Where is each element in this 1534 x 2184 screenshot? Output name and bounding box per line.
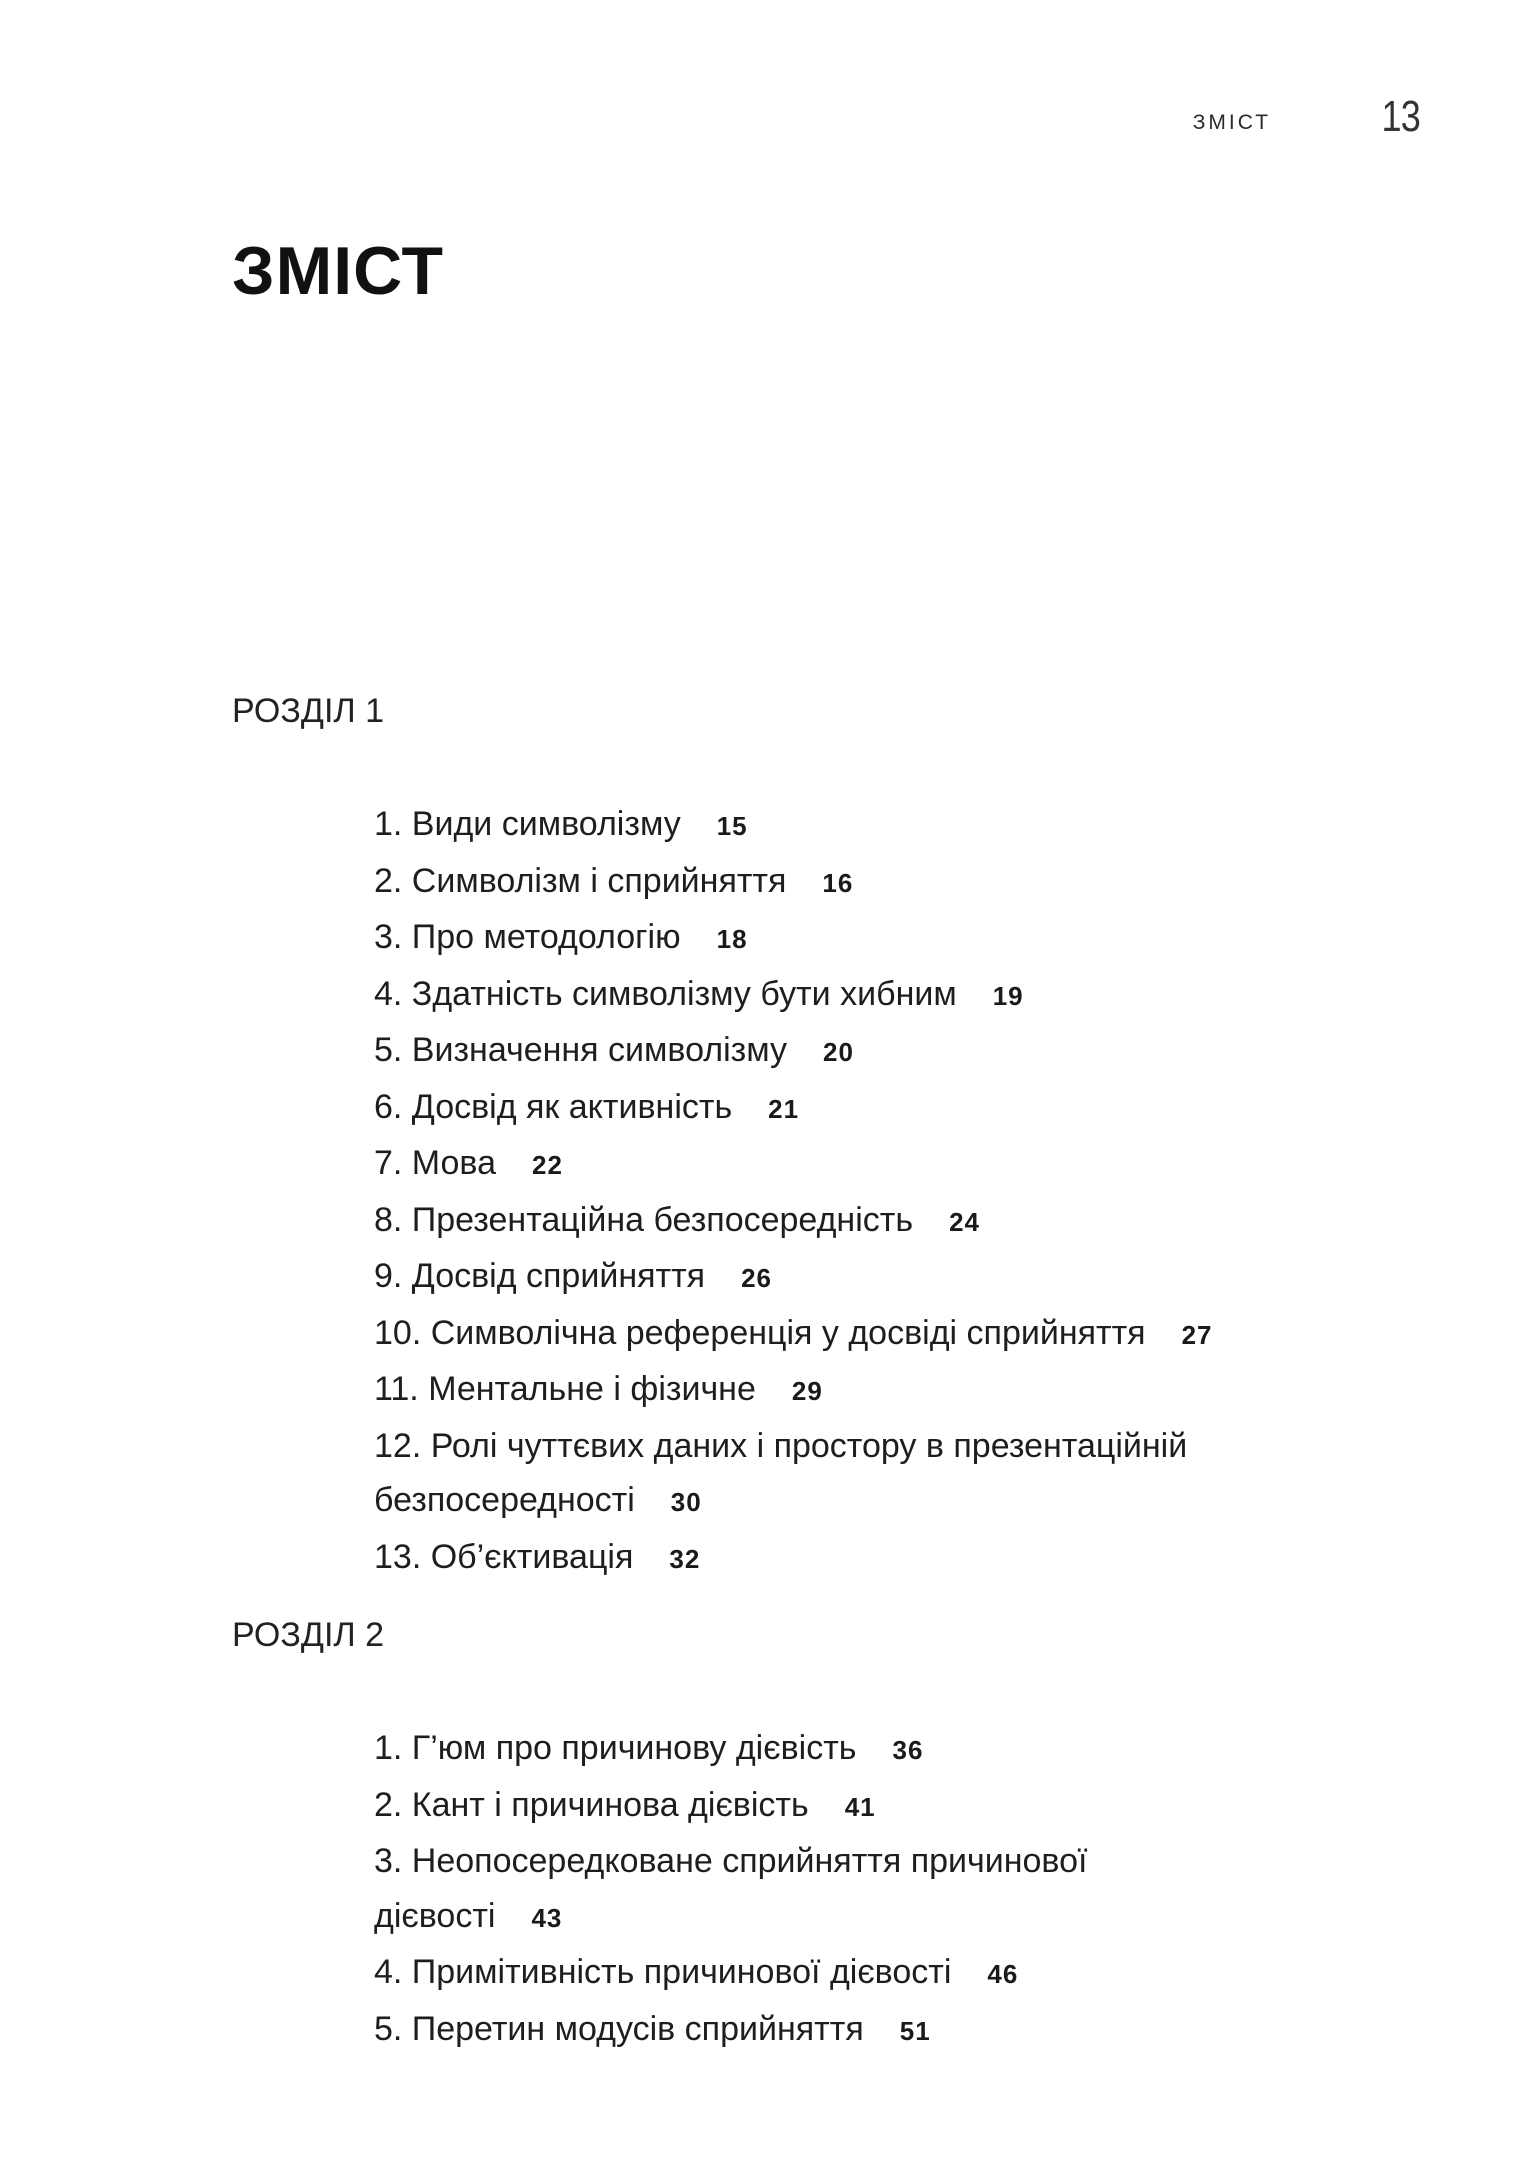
- toc-entry-title: 4. Здатність символізму бути хибним: [374, 974, 957, 1013]
- toc-entry[interactable]: [374, 1362, 1394, 1419]
- toc-entry-page: 18: [716, 924, 748, 954]
- toc-entry-title: 1. Види символізму: [374, 805, 681, 843]
- section-heading-2: РОЗДІЛ 2: [232, 1616, 385, 1654]
- toc-entry[interactable]: [374, 910, 1394, 967]
- toc-entry[interactable]: [374, 1778, 1394, 1835]
- toc-entry[interactable]: [374, 1306, 1394, 1363]
- toc-entry-title: 10. Символічна референція у досвіді сприйняття: [374, 1313, 1146, 1352]
- toc-entry[interactable]: [374, 1193, 1394, 1250]
- toc-entry-title: 9. Досвід сприйняття: [374, 1257, 706, 1295]
- toc-entry-title: 8. Презентаційна безпосередність: [374, 1200, 914, 1239]
- toc-list-section-2: [374, 1721, 1394, 2058]
- toc-entry-page: 51: [899, 2015, 931, 2046]
- toc-entry[interactable]: [374, 854, 1394, 911]
- toc-entry-page: 41: [844, 1791, 876, 1822]
- toc-entry[interactable]: [374, 1419, 1354, 1530]
- toc-entry-page: 16: [822, 867, 854, 898]
- toc-entry-title: 7. Мова: [374, 1144, 497, 1182]
- toc-entry-page: 22: [532, 1150, 563, 1180]
- toc-entry[interactable]: [374, 1945, 1394, 2002]
- toc-entry-page: 27: [1181, 1319, 1213, 1350]
- toc-entry-page: 32: [669, 1543, 701, 1574]
- toc-entry[interactable]: [374, 1023, 1394, 1080]
- page-number: 13: [1381, 92, 1420, 141]
- toc-entry-title: 5. Визначення символізму: [374, 1031, 787, 1069]
- toc-entry-page: 29: [791, 1376, 823, 1406]
- toc-entry-title: 2. Символізм і сприйняття: [374, 861, 787, 900]
- toc-entry-title: 1. Г’юм про причинову дієвість: [374, 1729, 857, 1767]
- toc-entry-page: 20: [822, 1037, 854, 1067]
- toc-entry-page: 30: [670, 1487, 702, 1517]
- toc-entry[interactable]: [374, 1136, 1394, 1193]
- toc-entry-title: 3. Про методологію: [374, 918, 681, 956]
- toc-entry-page: 19: [992, 980, 1024, 1011]
- toc-entry[interactable]: [374, 797, 1394, 854]
- toc-entry-title: 11. Ментальне і фізичне: [374, 1370, 756, 1408]
- toc-entry-title: 13. Об’єктивація: [374, 1537, 634, 1576]
- toc-entry-page: 43: [531, 1902, 563, 1933]
- running-header: [1193, 92, 1420, 142]
- toc-entry-page: 21: [768, 1093, 800, 1124]
- toc-entry-page: 15: [716, 811, 748, 841]
- running-title: ЗМІСТ: [1192, 111, 1272, 134]
- toc-entry-title: 2. Кант і причинова дієвість: [374, 1785, 809, 1824]
- toc-entry[interactable]: [374, 2002, 1394, 2059]
- toc-entry-page: 24: [949, 1206, 980, 1237]
- toc-entry-page: 46: [987, 1959, 1019, 1989]
- toc-entry[interactable]: [374, 1721, 1394, 1778]
- toc-entry[interactable]: [374, 967, 1394, 1024]
- toc-entry-title: 4. Примітивність причинової дієвості: [374, 1953, 952, 1991]
- section-heading-1: РОЗДІЛ 1: [232, 692, 385, 730]
- toc-entry[interactable]: [374, 1249, 1394, 1306]
- toc-entry-title: 3. Неопосередковане сприйняття причинової дієвості: [374, 1842, 1088, 1935]
- toc-entry[interactable]: [374, 1834, 1254, 1945]
- toc-entry-title: 12. Ролі чуттєвих даних і простору в презентаційній безпосередності: [374, 1426, 1188, 1519]
- toc-entry[interactable]: [374, 1080, 1394, 1137]
- toc-list-section-1: [374, 797, 1394, 1586]
- toc-entry-page: 26: [741, 1263, 772, 1293]
- toc-entry[interactable]: [374, 1530, 1394, 1587]
- toc-entry-title: 5. Перетин модусів сприйняття: [374, 2009, 864, 2048]
- page-title: ЗМІСТ: [232, 233, 445, 309]
- toc-entry-title: 6. Досвід як активність: [374, 1087, 733, 1126]
- toc-entry-page: 36: [892, 1735, 924, 1765]
